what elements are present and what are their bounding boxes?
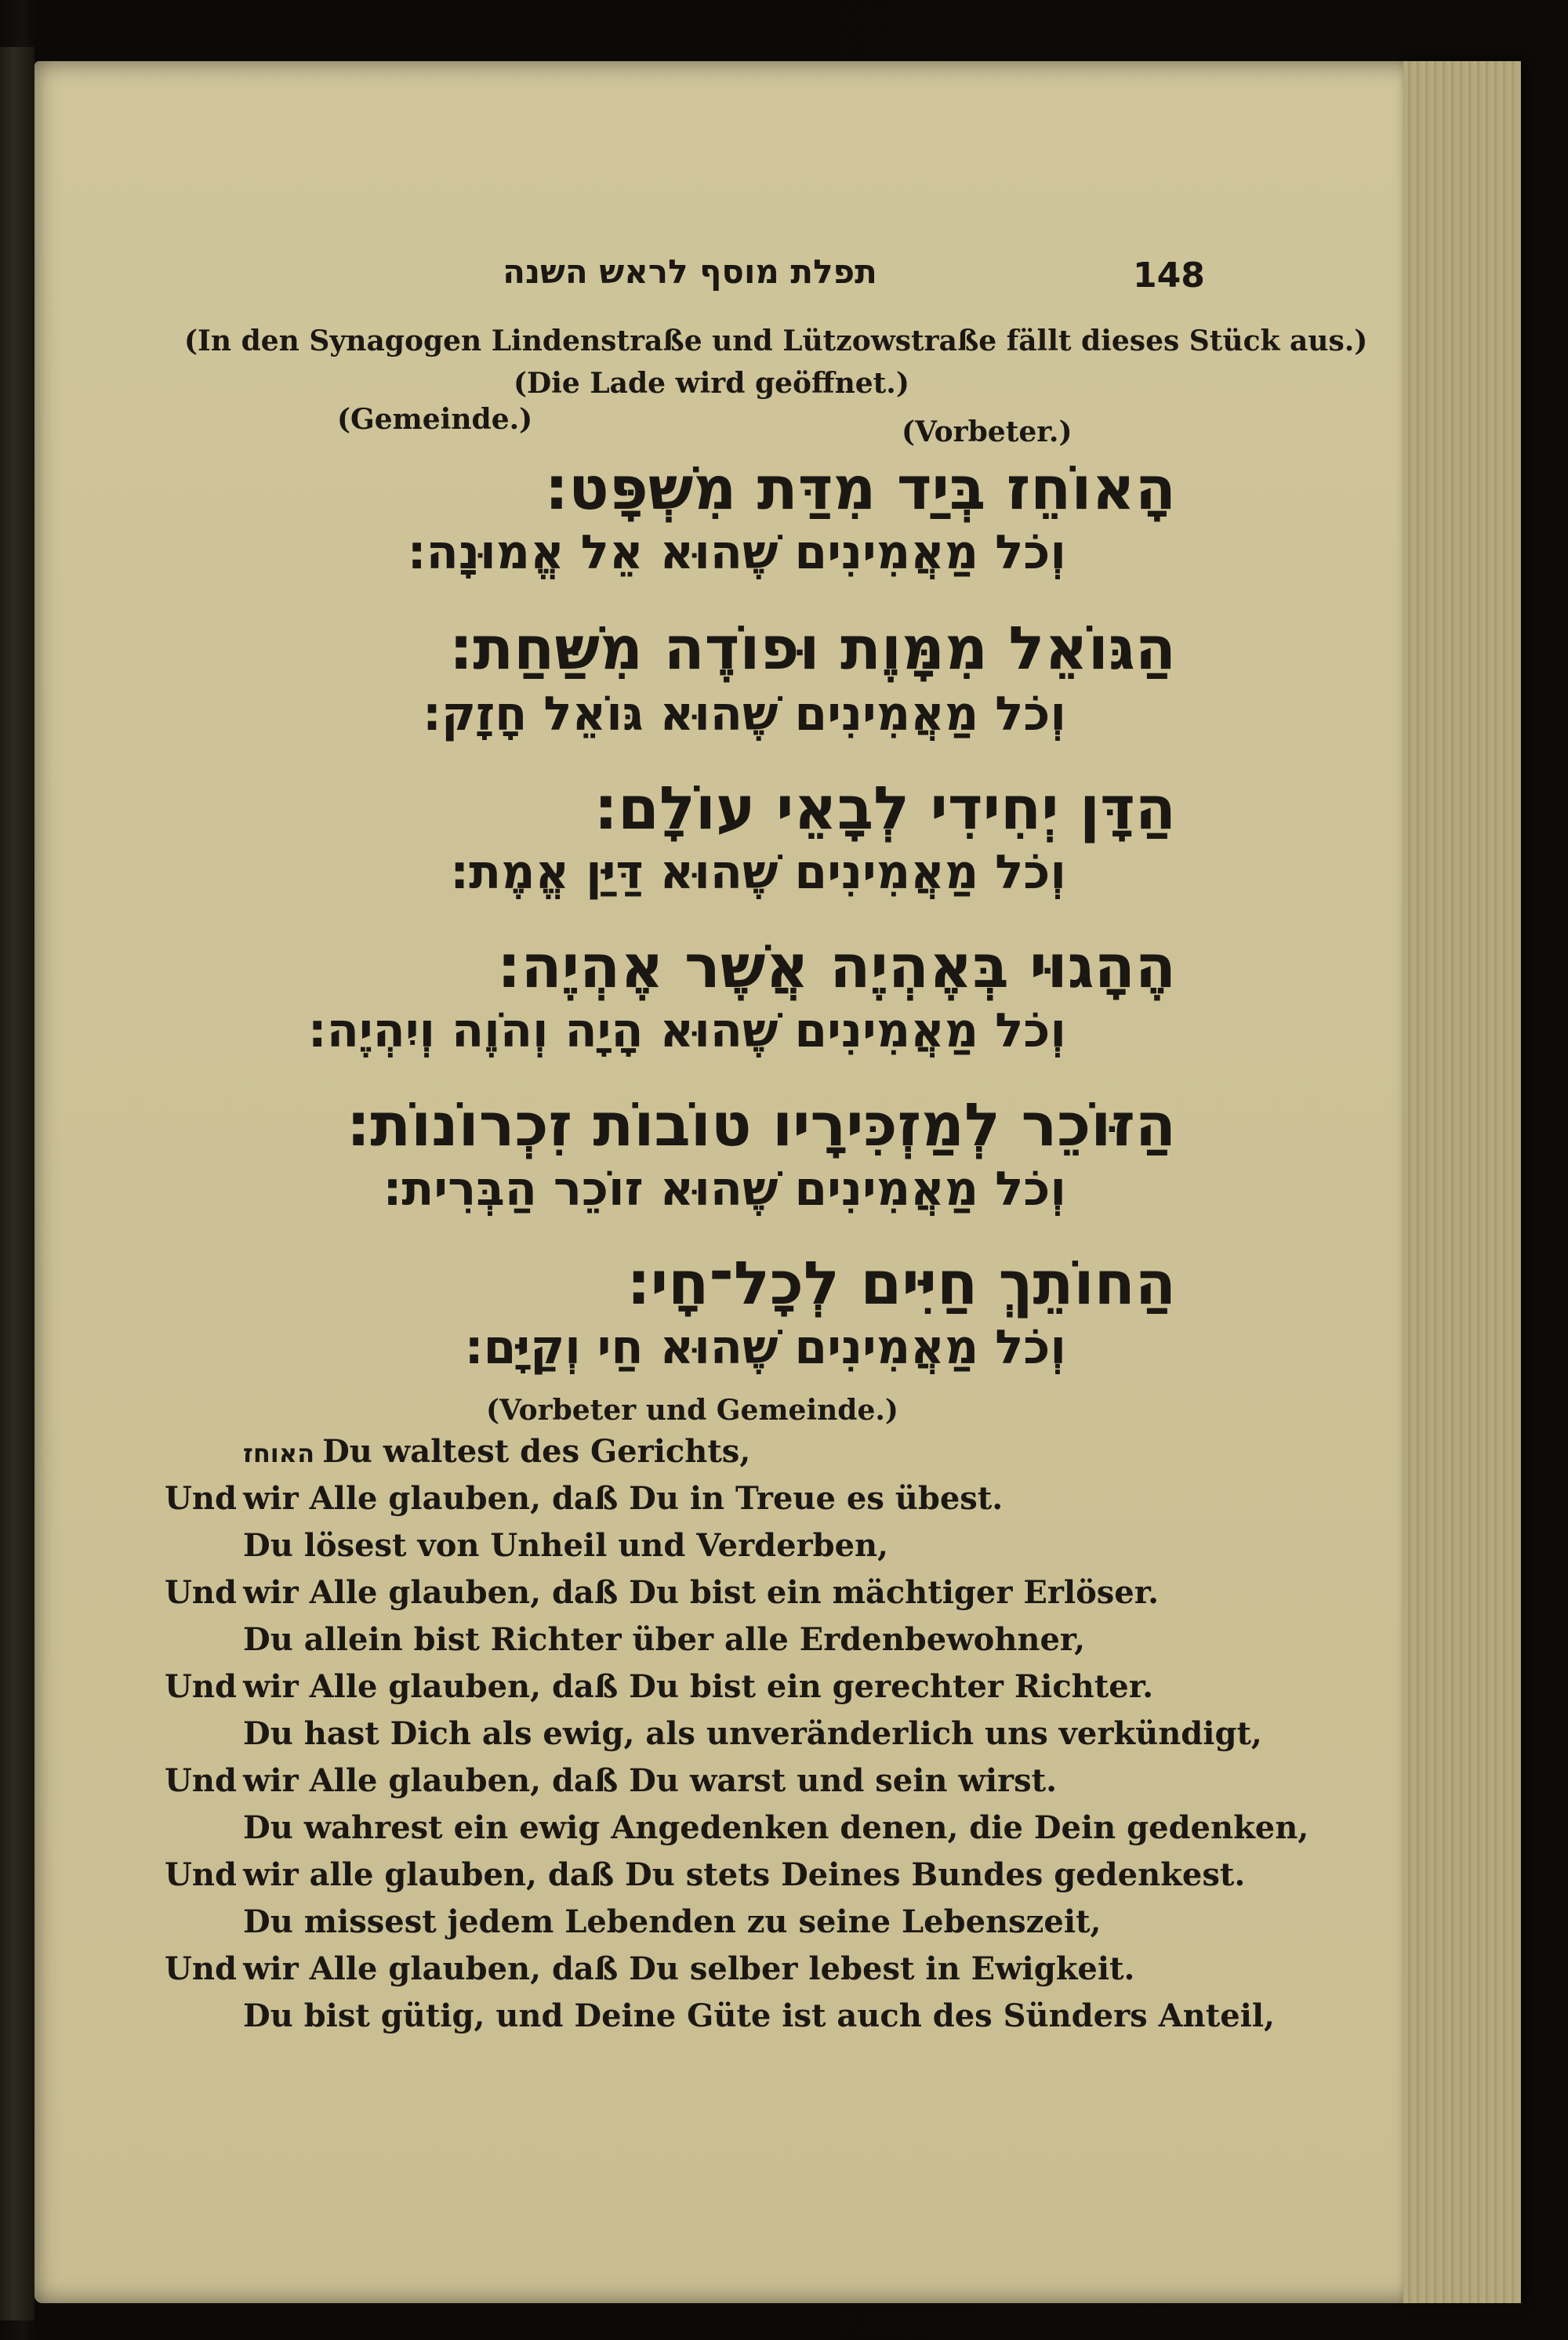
translation-line: Und wir Alle glauben, daß Du bist ein mächtiger Erlöser. [165,1574,1160,1611]
page-number: 148 [1133,256,1205,296]
congregation-label: (Gemeinde.) [337,403,533,436]
hebrew-leader-line: הַגּוֹאֵל מִמָּוֶת וּפוֹדֶה מִשַּׁחַת: [448,613,1176,683]
page-edges [1403,61,1521,2303]
hebrew-cue: האוחז [243,1438,315,1468]
translation-line: Du hast Dich als ewig, als unveränderlich uns verkündigt, [243,1715,1262,1752]
translation-line: Und wir Alle glauben, daß Du warst und sein wirst. [165,1762,1058,1799]
omission-note: (In den Synagogen Lindenstraße und Lützowstraße fällt dieses Stück aus.) [184,325,1368,357]
translation-line: Du bist gütig, und Deine Güte ist auch des Sünders Anteil, [243,1997,1275,2034]
hebrew-leader-line: הַדָּן יְחִידִי לְבָאֵי עוֹלָם: [593,773,1176,843]
both-label: (Vorbeter und Gemeinde.) [486,1394,898,1427]
translation-line: Du lösest von Unheil und Verderben, [243,1527,889,1564]
translation-line: Du missest jedem Lebenden zu seine Lebenszeit, [243,1903,1102,1940]
hebrew-response-line: וְכֹל מַאֲמִינִים שֶׁהוּא חַי וְקַיָּם: [464,1320,1066,1375]
hebrew-response-line: וְכֹל מַאֲמִינִים שֶׁהוּא הָיָה וְהֹוֶה וְיִהְיֶה: [307,1003,1066,1058]
running-head: תפלת מוסף לראש השנה [503,252,877,291]
book-spine [0,47,34,2320]
translation-line: Und wir Alle glauben, daß Du bist ein gerechter Richter. [165,1668,1154,1705]
translation-line: Du allein bist Richter über alle Erdenbewohner, [243,1621,1086,1658]
hebrew-response-line: וְכֹל מַאֲמִינִים שֶׁהוּא גּוֹאֵל חָזָק: [422,687,1066,742]
hebrew-leader-line: הַחוֹתֵךְ חַיִּים לְכָל־חָי: [626,1248,1176,1318]
hebrew-leader-line: הַזּוֹכֵר לְמַזְכִּירָיו טוֹבוֹת זִכְרוֹנוֹת: [346,1090,1176,1159]
cantor-label: (Vorbeter.) [902,415,1073,448]
translation-line: Du wahrest ein ewig Angedenken denen, die Dein gedenken, [243,1809,1309,1846]
translation-line: Und wir Alle glauben, daß Du in Treue es übest. [165,1480,1004,1517]
translation-line: האוחז Du waltest des Gerichts, [243,1433,751,1470]
hebrew-response-line: וְכֹל מַאֲמִינִים שֶׁהוּא דַּיַּן אֱמֶת: [450,845,1066,900]
page-header [0,241,1568,312]
hebrew-leader-line: הָאוֹחֵז בְּיַד מִדַּת מִשְׁפָּט: [544,453,1176,523]
ark-note: (Die Lade wird geöffnet.) [514,367,909,400]
hebrew-response-line: וְכֹל מַאֲמִינִים שֶׁהוּא אֵל אֱמוּנָה: [407,525,1066,580]
translation-line: Und wir Alle glauben, daß Du selber lebest in Ewigkeit. [165,1950,1135,1987]
hebrew-response-line: וְכֹל מַאֲמִינִים שֶׁהוּא זוֹכֵר הַבְּרִית: [383,1162,1066,1217]
hebrew-leader-line: הֶהָגוּי בְּאֶהְיֶה אֲשֶׁר אֶהְיֶה: [497,931,1176,1001]
translation-line: Und wir alle glauben, daß Du stets Deines Bundes gedenkest. [165,1856,1246,1893]
